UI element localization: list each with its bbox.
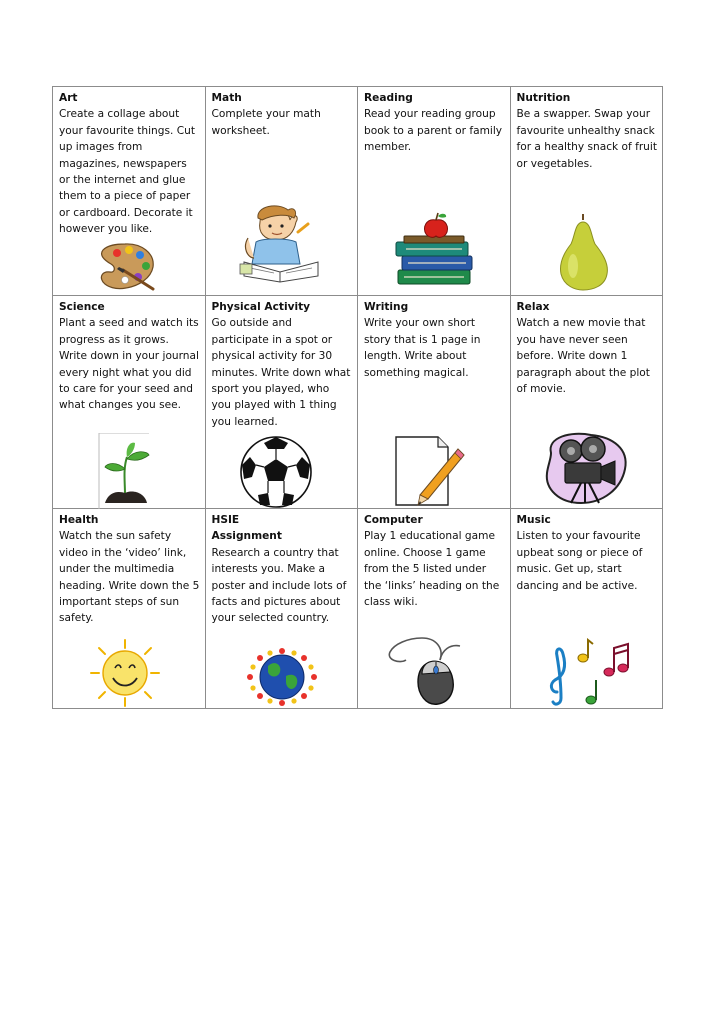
- activity-description: Research a country that interests you. Make a poster and include lots of facts and pictures about your selected country.: [211, 546, 347, 625]
- activity-description: Go outside and participate in a spot or physical activity for 30 minutes. Write down what sport you played, who you played with 1 thing you learned.: [211, 317, 351, 428]
- activity-title: Math: [211, 92, 242, 104]
- activity-cell-computer: [358, 509, 511, 709]
- paper-pencil-icon: [388, 433, 468, 509]
- activity-row: [53, 87, 663, 296]
- activity-description: Play 1 educational game online. Choose 1 game from the 5 listed under the ‘links’ heading on the class wiki.: [364, 530, 500, 609]
- activity-title: Writing: [364, 301, 409, 313]
- activity-cell-art: [53, 87, 206, 296]
- activity-row: [53, 509, 663, 709]
- activity-description: Complete your math worksheet.: [211, 108, 321, 137]
- activity-description: Plant a seed and watch its progress as it grows. Write down in your journal every night what you did to care for your seed and what changes you see.: [59, 317, 199, 412]
- activity-title: Science: [59, 301, 105, 313]
- activity-cell-relax: [510, 296, 663, 509]
- activity-title: HSIE: [211, 514, 240, 526]
- activity-subtitle: Assignment: [211, 530, 282, 543]
- books-apple-icon: [392, 212, 482, 288]
- activity-title: Computer: [364, 514, 423, 526]
- movie-camera-icon: [541, 429, 633, 507]
- activity-cell-music: [510, 509, 663, 709]
- activity-title: Reading: [364, 92, 413, 104]
- computer-mouse-icon: [380, 630, 464, 706]
- activity-description: Be a swapper. Swap your favourite unhealthy snack for a healthy snack of fruit or vegetables.: [516, 108, 657, 170]
- activity-title: Physical Activity: [211, 301, 311, 313]
- music-notes-icon: [543, 638, 629, 706]
- activity-cell-reading: [358, 87, 511, 296]
- seedling-icon: [95, 433, 155, 509]
- activity-title: Music: [516, 514, 551, 526]
- student-reading-icon: [238, 202, 324, 284]
- activity-title: Art: [59, 92, 78, 104]
- activity-cell-hsie: [205, 509, 358, 709]
- activity-title: Relax: [516, 301, 550, 313]
- activity-description: Write your own short story that is 1 page in length. Write about something magical.: [364, 317, 481, 379]
- activity-cell-physical-activity: [205, 296, 358, 509]
- activity-title: Nutrition: [516, 92, 571, 104]
- activity-cell-math: [205, 87, 358, 296]
- activity-description: Listen to your favourite upbeat song or piece of music. Get up, start dancing and be active.: [516, 530, 643, 592]
- activity-cell-health: [53, 509, 206, 709]
- activity-cell-writing: [358, 296, 511, 509]
- paint-palette-icon: [95, 240, 157, 292]
- globe-people-icon: [242, 648, 322, 706]
- activity-description: Watch the sun safety video in the ‘video’ link, under the multimedia heading. Write down the 5 important steps of sun safety.: [59, 530, 200, 625]
- smiling-sun-icon: [83, 638, 167, 708]
- pear-icon: [553, 214, 613, 292]
- activity-description: Read your reading group book to a parent or family member.: [364, 108, 503, 154]
- activity-description: Watch a new movie that you have never seen before. Write down 1 paragraph about the plot of movie.: [516, 317, 650, 396]
- activity-description: Create a collage about your favourite things. Cut up images from magazines, newspapers or the internet and glue them to a piece of paper or cardboard. Decorate it however you like.: [59, 108, 195, 236]
- soccer-ball-icon: [238, 435, 314, 509]
- activity-title: Health: [59, 514, 99, 526]
- activity-cell-science: [53, 296, 206, 509]
- activity-grid: [52, 86, 663, 709]
- activity-row: [53, 296, 663, 509]
- activity-cell-nutrition: [510, 87, 663, 296]
